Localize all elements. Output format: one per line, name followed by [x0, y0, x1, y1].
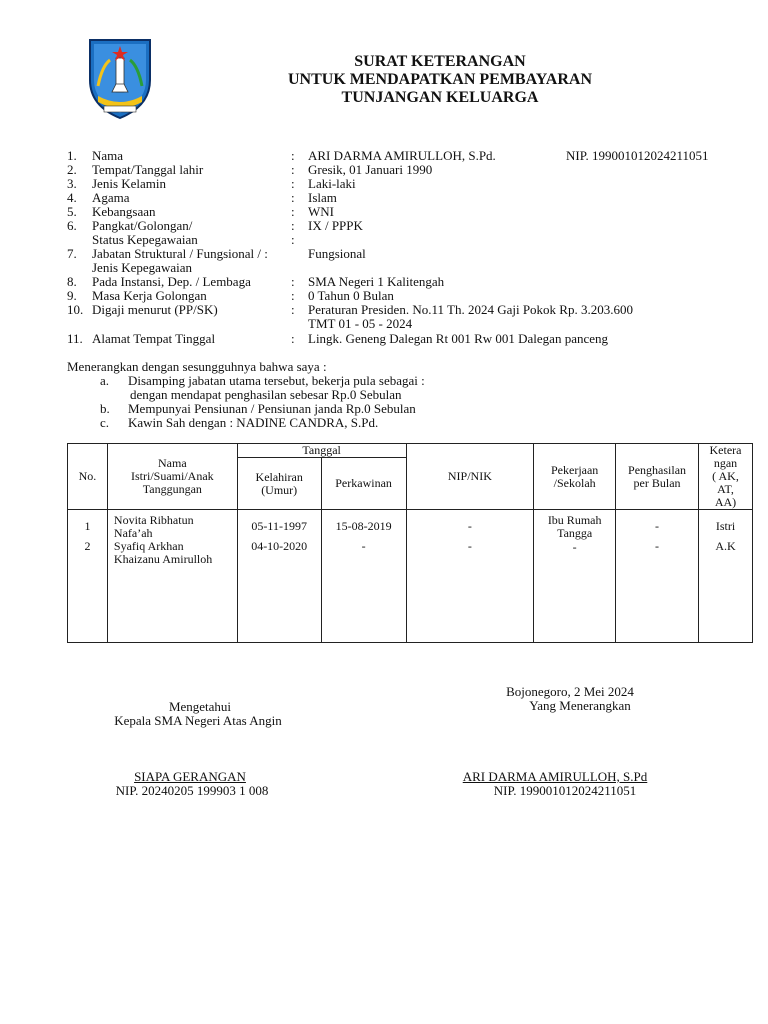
field-label: Pada Instansi, Dep. / Lembaga	[92, 274, 251, 289]
left-signer-position: Kepala SMA Negeri Atas Angin	[114, 713, 282, 728]
field-label: Digaji menurut (PP/SK)	[92, 302, 218, 317]
family-table	[67, 443, 753, 643]
left-signer-title: Mengetahui	[168, 699, 232, 714]
field-label: Agama	[92, 190, 130, 205]
right-signer-title: Yang Menerangkan	[529, 698, 631, 713]
field-label: Alamat Tempat Tinggal	[92, 331, 216, 346]
statement-letter: c.	[100, 415, 110, 430]
field-label: Tempat/Tanggal lahir	[92, 162, 204, 177]
field-value: 0 Tahun 0 Bulan	[308, 288, 394, 303]
field-separator: :	[291, 288, 295, 303]
field-value: Islam	[308, 190, 337, 205]
field-number: 2.	[67, 162, 77, 177]
statement-letter: a.	[100, 373, 110, 388]
cell-keterangan: Istri A.K	[699, 510, 753, 643]
title-line-3: TUNJANGAN KELUARGA	[341, 89, 539, 106]
field-nip: NIP. 199001012024211051	[566, 148, 709, 163]
place-date: Bojonegoro, 2 Mei 2024	[506, 684, 634, 699]
field-separator: :	[291, 302, 295, 317]
title-line-1: SURAT KETERANGAN	[354, 53, 526, 70]
cell-perkawinan: 15-08-2019 -	[321, 510, 406, 643]
statement-text: Mempunyai Pensiunan / Pensiunan janda Rp.0 Sebulan	[128, 401, 416, 416]
right-signer-nip: NIP. 199001012024211051	[493, 783, 637, 798]
cell-nip: - -	[406, 510, 534, 643]
field-separator: :	[291, 204, 295, 219]
statement-text: Disamping jabatan utama tersebut, bekerja pula sebagai :	[128, 373, 425, 388]
header-no: No.	[68, 444, 108, 510]
right-signer-name: ARI DARMA AMIRULLOH, S.Pd	[462, 769, 648, 784]
header-tanggal: Tanggal	[237, 444, 406, 458]
header-pekerjaan: Pekerjaan /Sekolah	[534, 444, 616, 510]
field-number: 6.	[67, 218, 77, 233]
statement-letter: b.	[100, 401, 110, 416]
field-separator: :	[291, 274, 295, 289]
table-header-row	[68, 444, 753, 458]
field-separator: :	[291, 232, 295, 247]
field-number: 3.	[67, 176, 77, 191]
field-separator: :	[291, 218, 295, 233]
field-label: Masa Kerja Golongan	[92, 288, 207, 303]
field-number: 4.	[67, 190, 77, 205]
field-value: ARI DARMA AMIRULLOH, S.Pd.	[308, 148, 496, 163]
field-separator: :	[291, 331, 295, 346]
cell-penghasilan: - -	[616, 510, 699, 643]
field-label: Jabatan Struktural / Fungsional / :	[92, 246, 268, 261]
header-penghasilan: Penghasilan per Bulan	[616, 444, 699, 510]
statement-text: Kawin Sah dengan : NADINE CANDRA, S.Pd.	[128, 415, 379, 430]
header-nama: Nama Istri/Suami/Anak Tanggungan	[107, 444, 237, 510]
field-label-continued: Jenis Kepegawaian	[92, 260, 192, 275]
header-perkawinan: Perkawinan	[321, 458, 406, 510]
field-value: SMA Negeri 1 Kalitengah	[308, 274, 445, 289]
field-value: WNI	[308, 204, 334, 219]
header-keterangan: Ketera ngan ( AK, AT, AA)	[699, 444, 753, 510]
cell-kelahiran: 05-11-1997 04-10-2020	[237, 510, 321, 643]
field-value: Fungsional	[308, 246, 366, 261]
field-label: Jenis Kelamin	[92, 176, 167, 191]
cell-nama: Novita Ribhatun Nafa’ah Syafiq Arkhan Khaizanu Amirulloh	[107, 510, 237, 643]
field-separator: :	[291, 148, 295, 163]
field-value: Peraturan Presiden. No.11 Th. 2024 Gaji Pokok Rp. 3.203.600	[308, 302, 633, 317]
field-label: Kebangsaan	[92, 204, 156, 219]
left-signer-name: SIAPA GERANGAN	[134, 769, 246, 784]
statement-intro: Menerangkan dengan sesungguhnya bahwa saya :	[67, 359, 327, 374]
field-number: 10.	[67, 302, 84, 317]
field-number: 9.	[67, 288, 77, 303]
field-value: Lingk. Geneng Dalegan Rt 001 Rw 001 Dalegan panceng	[308, 331, 609, 346]
field-number: 7.	[67, 246, 77, 261]
cell-no: 1 2	[68, 510, 108, 643]
field-label-continued: Status Kepegawaian	[92, 232, 198, 247]
field-number: 8.	[67, 274, 77, 289]
cell-pekerjaan: Ibu Rumah Tangga -	[534, 510, 616, 643]
field-separator: :	[291, 190, 295, 205]
statement-text: dengan mendapat penghasilan sebesar Rp.0 Sebulan	[130, 387, 402, 402]
field-label: Pangkat/Golongan/	[92, 218, 193, 233]
field-number: 5.	[67, 204, 77, 219]
field-label: Nama	[92, 148, 124, 163]
field-value-continued: TMT 01 - 05 - 2024	[308, 316, 413, 331]
left-signer-nip: NIP. 20240205 199903 1 008	[115, 783, 269, 798]
field-separator: :	[291, 176, 295, 191]
east-java-emblem-icon	[84, 36, 156, 120]
field-number: 1.	[67, 148, 77, 163]
field-number: 11.	[67, 331, 83, 346]
header-nip: NIP/NIK	[406, 444, 534, 510]
title-line-2: UNTUK MENDAPATKAN PEMBAYARAN	[287, 71, 592, 88]
header-kelahiran: Kelahiran (Umur)	[237, 458, 321, 510]
field-value: IX / PPPK	[308, 218, 363, 233]
field-separator: :	[291, 162, 295, 177]
field-value: Laki-laki	[308, 176, 356, 191]
field-value: Gresik, 01 Januari 1990	[308, 162, 433, 177]
table-body-row	[68, 510, 753, 643]
